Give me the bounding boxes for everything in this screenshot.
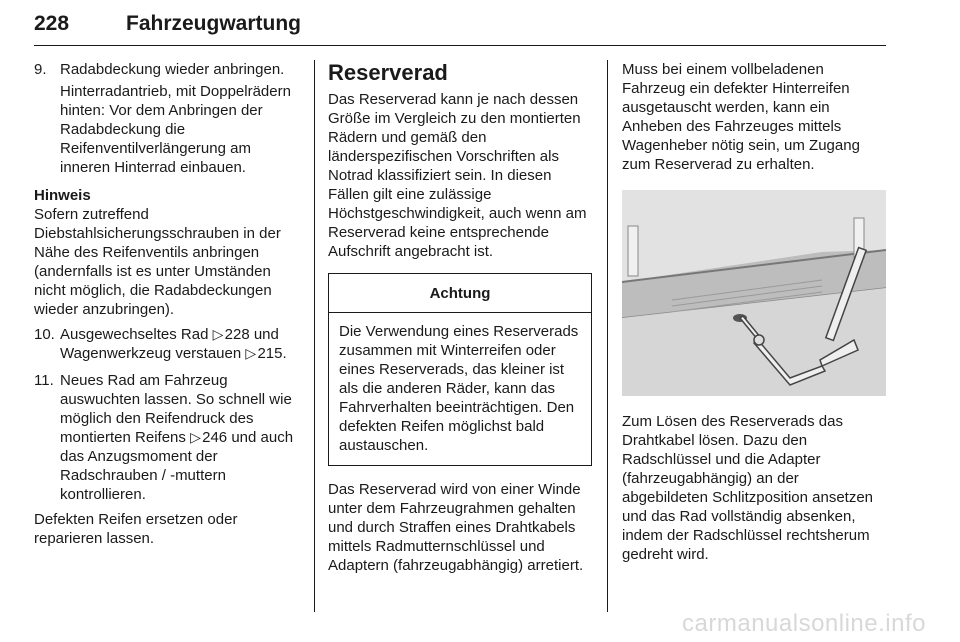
item-number: 10. bbox=[34, 326, 55, 343]
intro-paragraph: Das Reserverad kann je nach dessen Größe im Vergleich zu den montierten Rädern und gemäß den länderspezifischen Vorschriften als Notrad klassifiziert sein. In diesen Fällen gilt eine zulässige Höchstgeschwindigkeit, auch wenn am Reserverad keine entsprechende Aufschrift angebracht ist. bbox=[328, 91, 587, 260]
note-heading: Hinweis bbox=[34, 187, 91, 204]
spare-wheel-winch-illustration bbox=[622, 190, 886, 396]
watermark: carmanualsonline.info bbox=[682, 610, 926, 637]
column-2 bbox=[328, 60, 592, 575]
page-number: 228 bbox=[34, 12, 70, 35]
item-subtext: Hinterradantrieb, mit Doppelrädern hinten: Vor dem Anbringen der Radabdeckung die Reifenventilverlängerung am inneren Hinterrad einbauen. bbox=[60, 83, 291, 176]
item-text: Radabdeckung wieder anbringen. bbox=[60, 61, 285, 78]
page-reference[interactable]: 228 bbox=[224, 326, 250, 343]
list-item-10 bbox=[34, 325, 298, 363]
column-divider-2 bbox=[607, 60, 608, 612]
page-reference[interactable]: 215 bbox=[257, 345, 283, 362]
item-number: 11. bbox=[34, 372, 54, 389]
list-item-11 bbox=[34, 371, 298, 504]
triangle-arrow-icon[interactable]: ▷ bbox=[245, 345, 257, 361]
triangle-arrow-icon[interactable]: ▷ bbox=[212, 326, 224, 342]
column-1 bbox=[34, 60, 298, 548]
paragraph: Das Reserverad wird von einer Winde unter dem Fahrzeugrahmen gehalten und durch Straffen eines Drahtkabels mittels Radmutternschlüssel und Adaptern (fahrzeugabhängig) arretiert. bbox=[328, 481, 584, 574]
closing-text: Defekten Reifen ersetzen oder reparieren lassen. bbox=[34, 511, 238, 547]
column-divider-1 bbox=[314, 60, 315, 612]
paragraph: Zum Lösen des Reserverads das Drahtkabel lösen. Dazu den Radschlüssel und die Adapter (fahrzeugabhängig) an der abgebildeten Schlitzposition ansetzen und das Rad vollständig absenken, indem der Radschlüssel rechtsherum gedreht wird. bbox=[622, 413, 874, 563]
illustration-svg bbox=[622, 190, 886, 396]
section-heading: Reserverad bbox=[328, 60, 448, 85]
item-text: Ausgewechseltes Rad ▷ 228 und Wagenwerkzeug verstauen ▷ 215. bbox=[60, 326, 287, 362]
page-reference[interactable]: 246 bbox=[202, 429, 228, 446]
note-text: Sofern zutreffend Diebstahlsicherungsschrauben in der Nähe des Reifenventils anbringen (andernfalls ist es unter Umständen nicht möglich, die Radabdeckungen wieder anzubringen). bbox=[34, 206, 281, 318]
column-3 bbox=[622, 60, 886, 564]
page-header bbox=[34, 12, 886, 46]
warning-text: Die Verwendung eines Reserverads zusammen mit Winterreifen oder eines Reserverads, das kleiner ist als die anderen Räder, kann das Fahrverhalten beeinträchtigen. Den defekten Reifen möglichst bald austauschen. bbox=[339, 323, 579, 454]
item-number: 9. bbox=[34, 61, 47, 78]
warning-title: Achtung bbox=[329, 274, 591, 313]
warning-box bbox=[328, 273, 592, 466]
header-rule bbox=[34, 45, 886, 46]
triangle-arrow-icon[interactable]: ▷ bbox=[190, 429, 201, 445]
list-item-9 bbox=[34, 60, 298, 177]
item-text: Neues Rad am Fahrzeug auswuchten lassen. So schnell wie möglich den Reifendruck des montierten Reifens ▷ 246 und auch das Anzugsmoment der Radschrauben / -muttern kontrollieren. bbox=[60, 372, 294, 503]
page-title: Fahrzeugwartung bbox=[126, 12, 302, 35]
intro-paragraph: Muss bei einem vollbeladenen Fahrzeug ein defekter Hinterreifen ausgetauscht werden, kann ein Anheben des Fahrzeuges mittels Wagenheber nötig sein, um Zugang zum Reserverad zu erhalten. bbox=[622, 61, 860, 173]
